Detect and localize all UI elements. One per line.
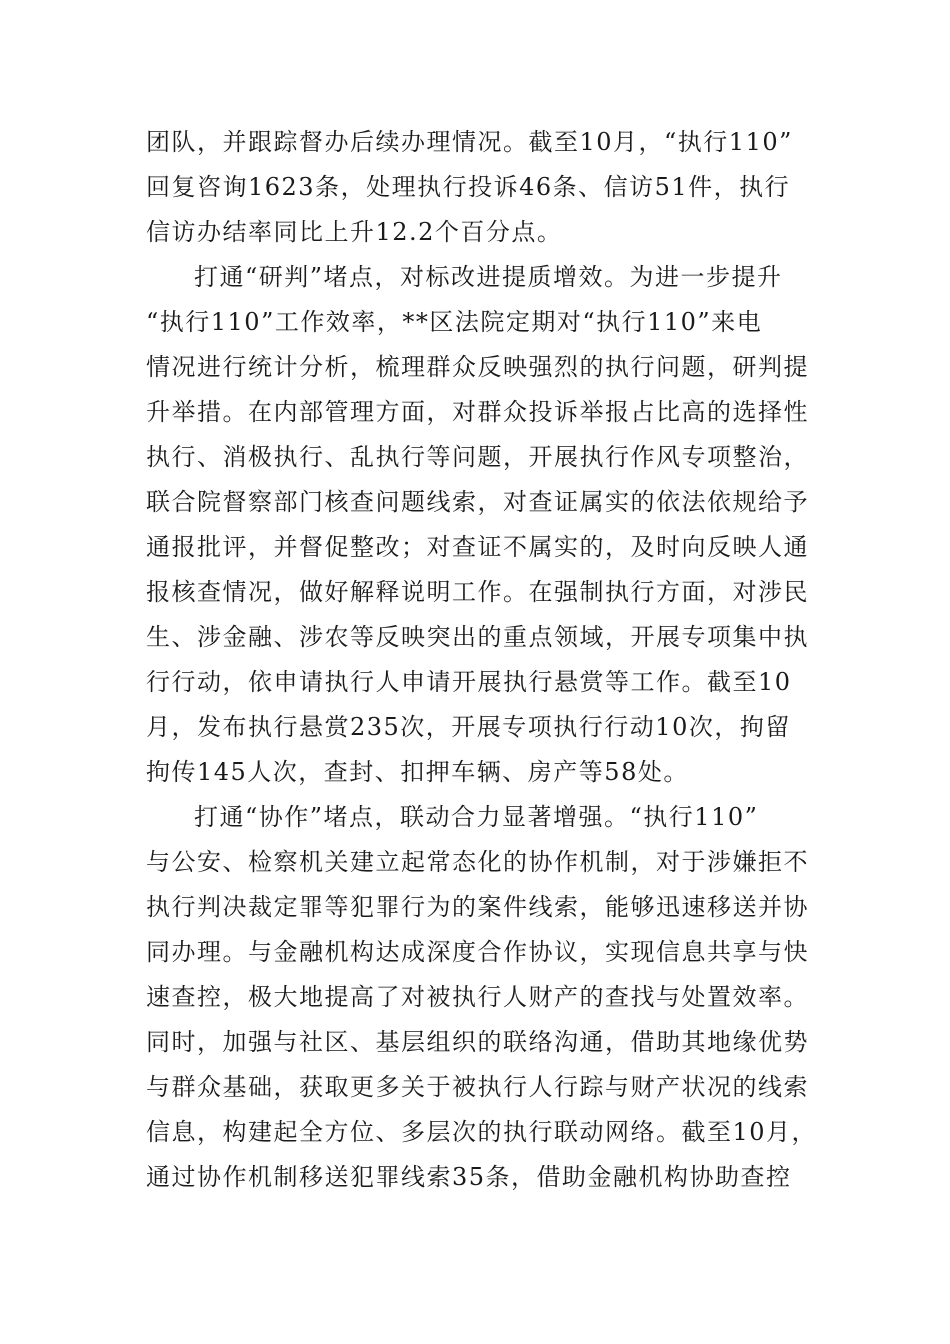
text-line: 月，发布执行悬赏235次，开展专项执行行动10次，拘留 — [146, 713, 791, 741]
text-line: 生、涉金融、涉农等反映突出的重点领域，开展专项集中执 — [146, 623, 809, 651]
text-line: 执行判决裁定罪等犯罪行为的案件线索，能够迅速移送并协 — [146, 893, 809, 921]
text-line: 信息，构建起全方位、多层次的执行联动网络。截至10月， — [146, 1118, 818, 1146]
text-line: 回复咨询1623条，处理执行投诉46条、信访51件，执行 — [146, 173, 791, 201]
text-line: 团队，并跟踪督办后续办理情况。截至10月，“执行110” — [146, 128, 793, 156]
text-line: 同时，加强与社区、基层组织的联络沟通，借助其地缘优势 — [146, 1028, 809, 1056]
text-line: 拘传145人次，查封、扣押车辆、房产等58处。 — [146, 758, 689, 786]
text-line: 与公安、检察机关建立起常态化的协作机制，对于涉嫌拒不 — [146, 848, 809, 876]
text-line: 通过协作机制移送犯罪线索35条，借助金融机构协助查控 — [146, 1163, 792, 1191]
text-line: 信访办结率同比上升12.2个百分点。 — [146, 218, 563, 246]
text-line: 与群众基础，获取更多关于被执行人行踪与财产状况的线索 — [146, 1073, 809, 1101]
text-line: 通报批评，并督促整改；对查证不属实的，及时向反映人通 — [146, 533, 809, 561]
text-line: 打通“协作”堵点，联动合力显著增强。“执行110” — [194, 803, 759, 831]
text-line: “执行110”工作效率，**区法院定期对“执行110”来电 — [146, 308, 763, 336]
text-line: 情况进行统计分析，梳理群众反映强烈的执行问题，研判提 — [146, 353, 809, 381]
text-line: 同办理。与金融机构达成深度合作协议，实现信息共享与快 — [146, 938, 809, 966]
text-line: 打通“研判”堵点，对标改进提质增效。为进一步提升 — [194, 263, 783, 291]
document-body — [146, 120, 826, 1200]
text-line: 速查控，极大地提高了对被执行人财产的查找与处置效率。 — [146, 983, 809, 1011]
text-line: 升举措。在内部管理方面，对群众投诉举报占比高的选择性 — [146, 398, 809, 426]
text-line: 执行、消极执行、乱执行等问题，开展执行作风专项整治， — [146, 443, 809, 471]
text-line: 报核查情况，做好解释说明工作。在强制执行方面，对涉民 — [146, 578, 809, 606]
text-line: 行行动，依申请执行人申请开展执行悬赏等工作。截至10 — [146, 668, 792, 696]
text-line: 联合院督察部门核查问题线索，对查证属实的依法依规给予 — [146, 488, 809, 516]
